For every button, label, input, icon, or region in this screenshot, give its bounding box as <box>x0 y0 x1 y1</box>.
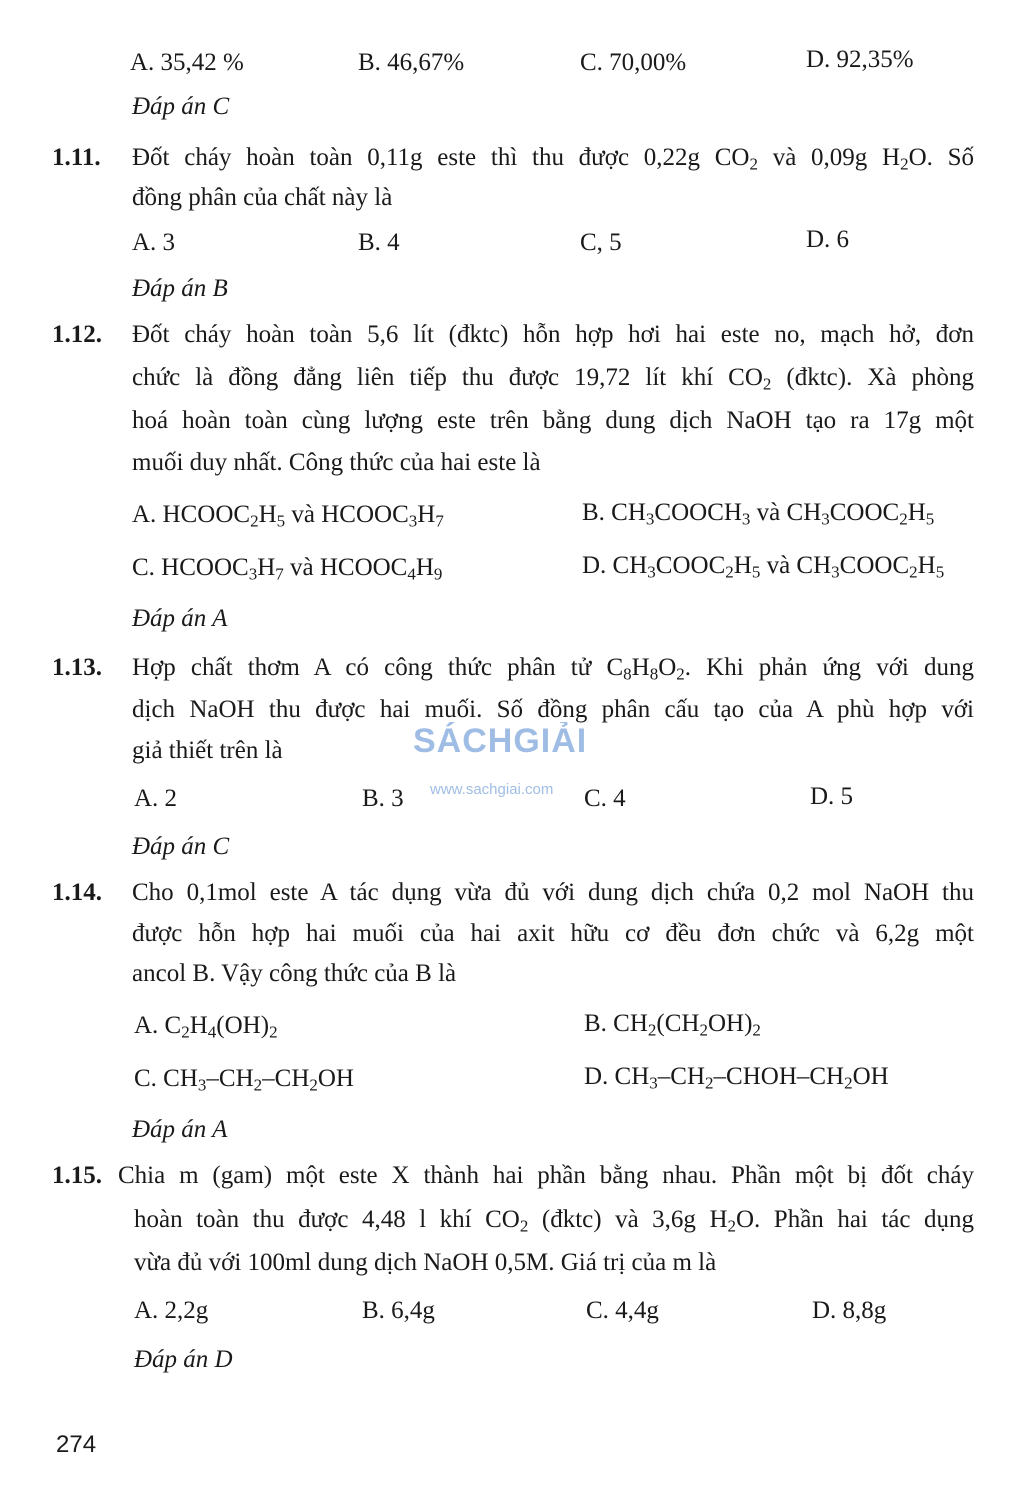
question-number: 1.15. <box>52 1162 102 1189</box>
question-text-line: hoàn toàn thu được 4,48 l khí $CO_2$ (đktc) và 3,6g $H_2O$. Phần hai tác dụng <box>134 1206 975 1236</box>
question-number: 1.13. <box>52 654 102 681</box>
question-number: 1.11. <box>52 144 101 171</box>
option-c: C. $CH_3-CH_2-CH_2OH$ <box>134 1065 354 1095</box>
option-d: D. 6 <box>806 226 850 253</box>
question-text-line: được hỗn hợp hai muối của hai axit hữu cơ đều đơn chức và 6,2g một <box>132 920 974 947</box>
question-number: 1.14. <box>52 879 102 906</box>
question-text-line: dịch NaOH thu được hai muối. Số đồng phân cấu tạo của A phù hợp với <box>132 696 974 723</box>
question-text-line: Chia m (gam) một este X thành hai phần bằng nhau. Phần một bị đốt cháy <box>118 1162 974 1189</box>
watermark-logo: SÁCHGIẢI <box>413 722 588 760</box>
option-a: A. 35,42 % <box>130 49 244 76</box>
question-text-line: ancol B. Vậy công thức của B là <box>132 960 457 987</box>
option-c: C. $HCOOC_3H_7$ và $HCOOC_4H_9$ <box>132 554 443 584</box>
option-b: B. 3 <box>362 785 404 812</box>
option-b: B. $CH_3COOCH_3$ và $CH_3COOC_2H_5$ <box>582 499 935 529</box>
question-text-line: muối duy nhất. Công thức của hai este là <box>132 449 541 476</box>
option-b: B. 4 <box>358 229 400 256</box>
option-b: B. 46,67% <box>358 49 465 76</box>
option-d: D. $CH_3COOC_2H_5$ và $CH_3COOC_2H_5$ <box>582 552 945 582</box>
answer-key: Đáp án C <box>132 833 230 860</box>
option-c: C. 4 <box>584 785 626 812</box>
question-number: 1.12. <box>52 321 102 348</box>
question-text-line: giả thiết trên là <box>132 737 283 764</box>
answer-key: Đáp án B <box>132 275 228 302</box>
answer-key: Đáp án A <box>132 605 228 632</box>
question-text-line: Đốt cháy hoàn toàn 5,6 lít (đktc) hỗn hợp hơi hai este no, mạch hở, đơn <box>132 321 974 348</box>
question-text-line: vừa đủ với 100ml dung dịch NaOH 0,5M. Giá trị của m là <box>134 1249 717 1276</box>
option-a: A. 3 <box>132 229 176 256</box>
question-text-line: đồng phân của chất này là <box>132 184 393 211</box>
question-text-line: Cho 0,1mol este A tác dụng vừa đủ với dung dịch chứa 0,2 mol NaOH thu <box>132 879 974 906</box>
question-text-line: Đốt cháy hoàn toàn 0,11g este thì thu được 0,22g $CO_2$ và 0,09g $H_2O$. Số <box>132 144 974 174</box>
option-b: B. $CH_2(CH_2OH)_2$ <box>584 1010 761 1040</box>
option-d: D. $CH_3-CH_2-CHOH-CH_2OH$ <box>584 1063 889 1093</box>
page-number: 274 <box>56 1431 97 1458</box>
question-text-line: Hợp chất thơm A có công thức phân tử $C_8H_8O_2$. Khi phản ứng với dung <box>132 654 975 684</box>
option-b: B. 6,4g <box>362 1297 435 1324</box>
option-a: A. $C_2H_4(OH)_2$ <box>134 1012 278 1042</box>
option-d: D. 5 <box>810 783 854 810</box>
option-c: C, 5 <box>580 229 622 256</box>
option-d: D. 92,35% <box>806 46 914 73</box>
option-c: C. 4,4g <box>586 1297 659 1324</box>
option-a: A. $HCOOC_2H_5$ và $HCOOC_3H_7$ <box>132 501 444 531</box>
watermark-url: www.sachgiai.com <box>430 781 554 798</box>
answer-key: Đáp án C <box>132 93 230 120</box>
answer-key: Đáp án D <box>134 1346 233 1373</box>
option-a: A. 2 <box>134 785 178 812</box>
option-a: A. 2,2g <box>134 1297 209 1324</box>
question-text-line: hoá hoàn toàn cùng lượng este trên bằng dung dịch NaOH tạo ra 17g một <box>132 407 974 434</box>
option-d: D. 8,8g <box>812 1297 887 1324</box>
question-text-line: chức là đồng đẳng liên tiếp thu được 19,72 lít khí $CO_2$ (đktc). Xà phòng <box>132 364 974 394</box>
answer-key: Đáp án A <box>132 1116 228 1143</box>
option-c: C. 70,00% <box>580 49 687 76</box>
